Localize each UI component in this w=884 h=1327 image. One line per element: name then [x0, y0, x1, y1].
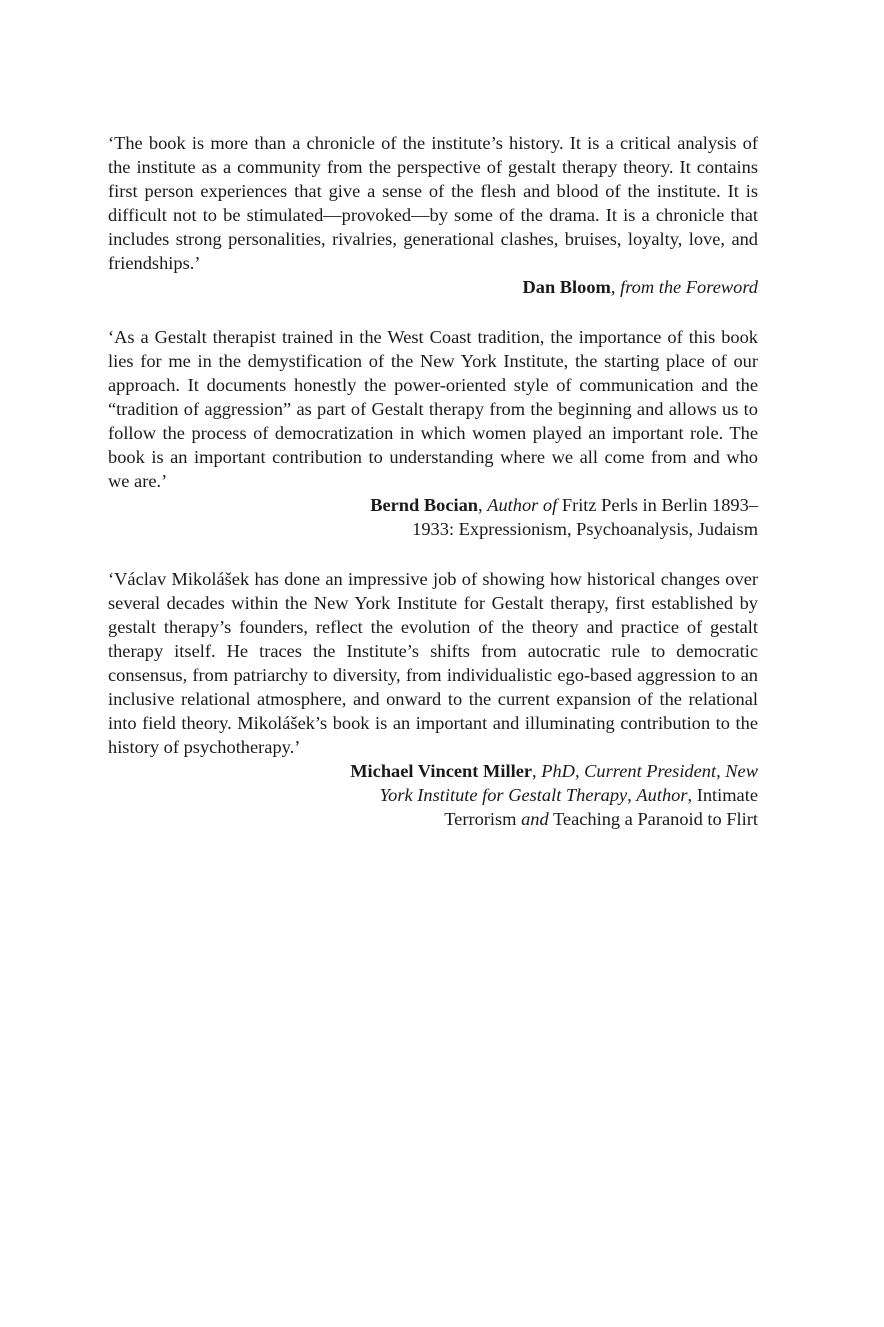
endorsement-attribution: Michael Vincent Miller, PhD, Current President, New York Institute for Gestalt Therapy, Author, Intimate Terrorism and Teaching a Paranoid to Flirt [350, 761, 758, 829]
endorsement-dan-bloom [108, 131, 758, 299]
endorsement-quote: ‘The book is more than a chronicle of the institute’s history. It is a critical analysis of the institute as a community from the perspective of gestalt therapy theory. It contains first person experiences that give a sense of the flesh and blood of the institute. It is difficult not to be stimulated—provoked—by some of the drama. It is a chronicle that includes strong personalities, rivalries, generational clashes, bruises, loyalty, love, and friendships.’ [108, 133, 758, 273]
endorser-name: Michael Vincent Miller [350, 761, 533, 781]
endorsement-quote: ‘Václav Mikolášek has done an impressive job of showing how historical changes over several decades within the New York Institute for Gestalt therapy, first established by gestalt therapy’s founders, reflect the evolution of the theory and practice of gestalt therapy itself. He traces the Institute’s shifts from autocratic rule to democratic consensus, from patriarchy to diversity, from individualistic ego-based aggression to an inclusive relational atmosphere, and onward to the current expansion of the relational into field theory. Mikolášek’s book is an important and illuminating contribution to the history of psychotherapy.’ [108, 569, 758, 757]
endorser-book-title-cont: 1933: Expressionism, Psychoanalysis, Judaism [412, 519, 758, 539]
endorsement-bernd-bocian [108, 325, 758, 541]
endorser-role: from the Foreword [620, 277, 758, 297]
endorser-book-title: Fritz Perls in Berlin 1893– [561, 495, 758, 515]
endorsement-michael-vincent-miller [108, 567, 758, 831]
endorser-book-title: Intimate [696, 785, 758, 805]
endorsement-attribution: Bernd Bocian, Author of Fritz Perls in Berlin 1893– 1933: Expressionism, Psychoanalysis, Judaism [370, 495, 758, 539]
endorser-role: PhD, Current President, New [541, 761, 758, 781]
endorser-role: Author of [487, 495, 558, 515]
endorser-book-title-cont: Terrorism [444, 809, 517, 829]
endorser-role-cont: York Institute for Gestalt Therapy [379, 785, 628, 805]
endorsement-quote: ‘As a Gestalt therapist trained in the West Coast tradition, the importance of this book lies for me in the demystification of the New York Institute, the starting place of our approach. It documents honestly the power-oriented style of communication and the “tradition of aggression” as part of Gestalt therapy from the beginning and allows us to follow the process of democratization in which women played an important role. The book is an important contribution to understanding where we all come from and who we are.’ [108, 327, 758, 491]
endorser-author-label: Author [636, 785, 688, 805]
endorser-conjunction: and [521, 809, 549, 829]
endorser-name: Dan Bloom [522, 277, 611, 297]
endorser-name: Bernd Bocian [370, 495, 479, 515]
endorsement-attribution: Dan Bloom, from the Foreword [522, 277, 758, 297]
endorser-book-title-2: Teaching a Paranoid to Flirt [552, 809, 758, 829]
endorsements-page [108, 131, 758, 857]
